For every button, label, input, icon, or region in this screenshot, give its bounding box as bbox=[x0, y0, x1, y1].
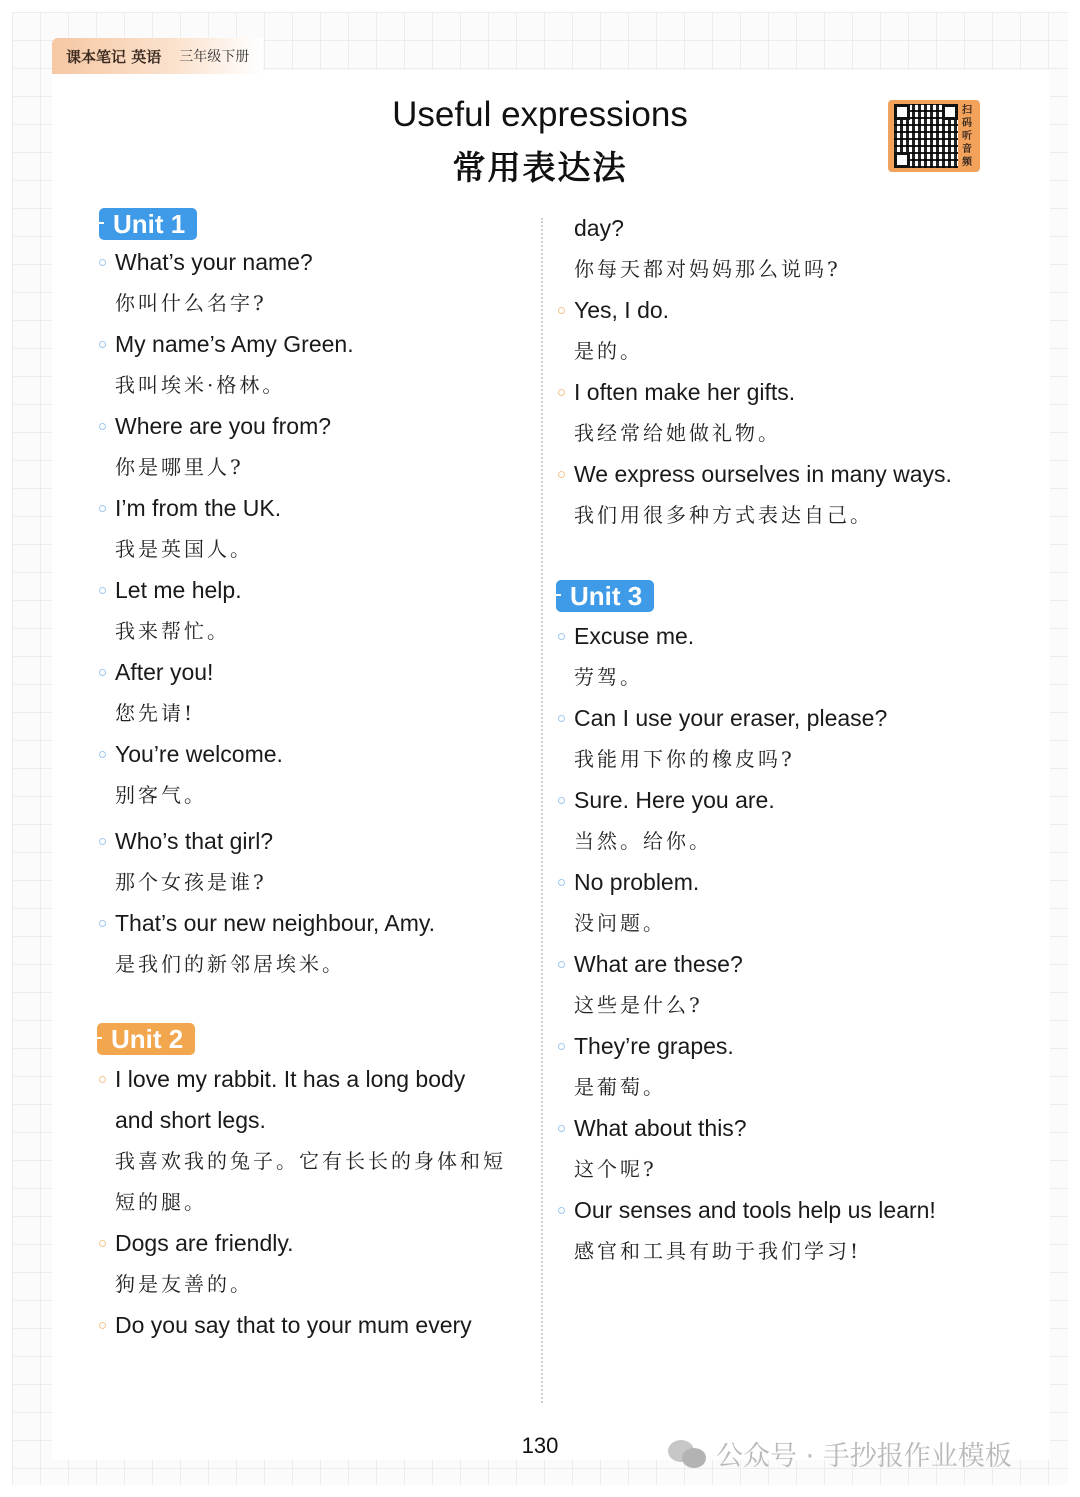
expression-en-continued: and short legs. bbox=[115, 1107, 266, 1133]
bullet-icon bbox=[99, 1322, 106, 1329]
expression-zh: 当然。给你。 bbox=[574, 829, 712, 853]
expression-en: Sure. Here you are. bbox=[556, 780, 986, 821]
expression-zh: 这个呢? bbox=[574, 1157, 657, 1181]
bullet-icon bbox=[99, 341, 106, 348]
bullet-icon bbox=[99, 920, 106, 927]
qr-code-icon bbox=[894, 104, 958, 168]
bullet-icon bbox=[99, 669, 106, 676]
bullet-icon bbox=[99, 838, 106, 845]
bullet-icon bbox=[99, 587, 106, 594]
expression-en: What’s your name? bbox=[97, 242, 537, 283]
bullet-icon bbox=[99, 751, 106, 758]
expression-en: After you! bbox=[97, 652, 537, 693]
page-title-chinese: 常用表达法 bbox=[452, 148, 628, 187]
expression-zh: 你是哪里人? bbox=[115, 455, 244, 479]
unit2-badge: Unit 2 bbox=[97, 1023, 195, 1055]
bullet-icon bbox=[558, 471, 565, 478]
expression-en: What about this? bbox=[556, 1108, 986, 1149]
expression-zh-continued: 短的腿。 bbox=[115, 1190, 207, 1214]
expression-zh: 我来帮忙。 bbox=[115, 619, 230, 643]
wechat-icon bbox=[668, 1438, 708, 1470]
expression-en: Let me help. bbox=[97, 570, 537, 611]
grade-label: 三年级下册 bbox=[179, 49, 250, 65]
expression-en: Can I use your eraser, please? bbox=[556, 698, 986, 739]
expression-zh: 我能用下你的橡皮吗? bbox=[574, 747, 795, 771]
expression-en: We express ourselves in many ways. bbox=[556, 454, 986, 495]
expression-en: You’re welcome. bbox=[97, 734, 537, 775]
expression-en-continued: day? bbox=[574, 215, 624, 241]
right-column bbox=[556, 208, 986, 1272]
expression-zh: 你每天都对妈妈那么说吗? bbox=[574, 257, 841, 281]
expression-en: Yes, I do. bbox=[556, 290, 986, 331]
expression-en: Excuse me. bbox=[556, 616, 986, 657]
expression-zh: 我们用很多种方式表达自己。 bbox=[574, 503, 873, 527]
bullet-icon bbox=[99, 1076, 106, 1083]
bullet-icon bbox=[558, 1207, 565, 1214]
page-title-english: Useful expressions bbox=[392, 95, 688, 134]
expression-en: Where are you from? bbox=[97, 406, 537, 447]
expression-en: My name’s Amy Green. bbox=[97, 324, 537, 365]
bullet-icon bbox=[558, 1043, 565, 1050]
expression-en: Do you say that to your mum every bbox=[97, 1305, 537, 1346]
bullet-icon bbox=[99, 423, 106, 430]
expression-en: What are these? bbox=[556, 944, 986, 985]
expression-zh: 劳驾。 bbox=[574, 665, 643, 689]
left-column bbox=[97, 208, 537, 1346]
page-number: 130 bbox=[521, 1433, 559, 1458]
bullet-icon bbox=[558, 879, 565, 886]
bullet-icon bbox=[558, 633, 565, 640]
expression-zh: 别客气。 bbox=[115, 783, 207, 807]
unit1-badge: Unit 1 bbox=[99, 208, 197, 240]
bullet-icon bbox=[558, 961, 565, 968]
expression-zh: 那个女孩是谁? bbox=[115, 870, 267, 894]
expression-zh: 感官和工具有助于我们学习! bbox=[574, 1239, 862, 1263]
expression-en: No problem. bbox=[556, 862, 986, 903]
expression-zh: 没问题。 bbox=[574, 911, 666, 935]
expression-zh: 我经常给她做礼物。 bbox=[574, 421, 781, 445]
expression-zh: 这些是什么? bbox=[574, 993, 703, 1017]
qr-code-audio[interactable] bbox=[888, 100, 980, 172]
expression-en: That’s our new neighbour, Amy. bbox=[97, 903, 537, 944]
book-header-tab bbox=[52, 38, 263, 74]
expression-zh: 是葡萄。 bbox=[574, 1075, 666, 1099]
expression-zh: 我叫埃米·格林。 bbox=[115, 373, 286, 397]
bullet-icon bbox=[99, 505, 106, 512]
expression-zh: 您先请! bbox=[115, 701, 196, 725]
expression-zh: 我喜欢我的兔子。它有长长的身体和短 bbox=[115, 1149, 506, 1173]
expression-zh: 你叫什么名字? bbox=[115, 291, 267, 315]
expression-en: I often make her gifts. bbox=[556, 372, 986, 413]
expression-en: Our senses and tools help us learn! bbox=[556, 1190, 986, 1231]
bullet-icon bbox=[558, 307, 565, 314]
unit3-badge: Unit 3 bbox=[556, 580, 654, 612]
bullet-icon bbox=[558, 1125, 565, 1132]
expression-en: They’re grapes. bbox=[556, 1026, 986, 1067]
expression-en: Dogs are friendly. bbox=[97, 1223, 537, 1264]
unit2-section bbox=[97, 1023, 537, 1055]
column-divider bbox=[541, 218, 543, 1403]
bullet-icon bbox=[558, 797, 565, 804]
bullet-icon bbox=[558, 389, 565, 396]
expression-zh: 是的。 bbox=[574, 339, 643, 363]
watermark bbox=[668, 1434, 1012, 1473]
watermark-text: 公众号 · 手抄报作业模板 bbox=[716, 1441, 1012, 1472]
bullet-icon bbox=[99, 1240, 106, 1247]
expression-en: I love my rabbit. It has a long body bbox=[97, 1059, 537, 1100]
bullet-icon bbox=[558, 715, 565, 722]
expression-zh: 狗是友善的。 bbox=[115, 1272, 253, 1296]
expression-zh: 我是英国人。 bbox=[115, 537, 253, 561]
expression-en: Who’s that girl? bbox=[97, 821, 537, 862]
unit3-section bbox=[556, 580, 986, 612]
unit1-section bbox=[99, 208, 537, 240]
expression-zh: 是我们的新邻居埃米。 bbox=[115, 952, 345, 976]
expression-en: I’m from the UK. bbox=[97, 488, 537, 529]
bullet-icon bbox=[99, 259, 106, 266]
qr-label: 扫码听音频 bbox=[962, 105, 972, 168]
book-name: 课本笔记 英语 bbox=[66, 47, 162, 66]
